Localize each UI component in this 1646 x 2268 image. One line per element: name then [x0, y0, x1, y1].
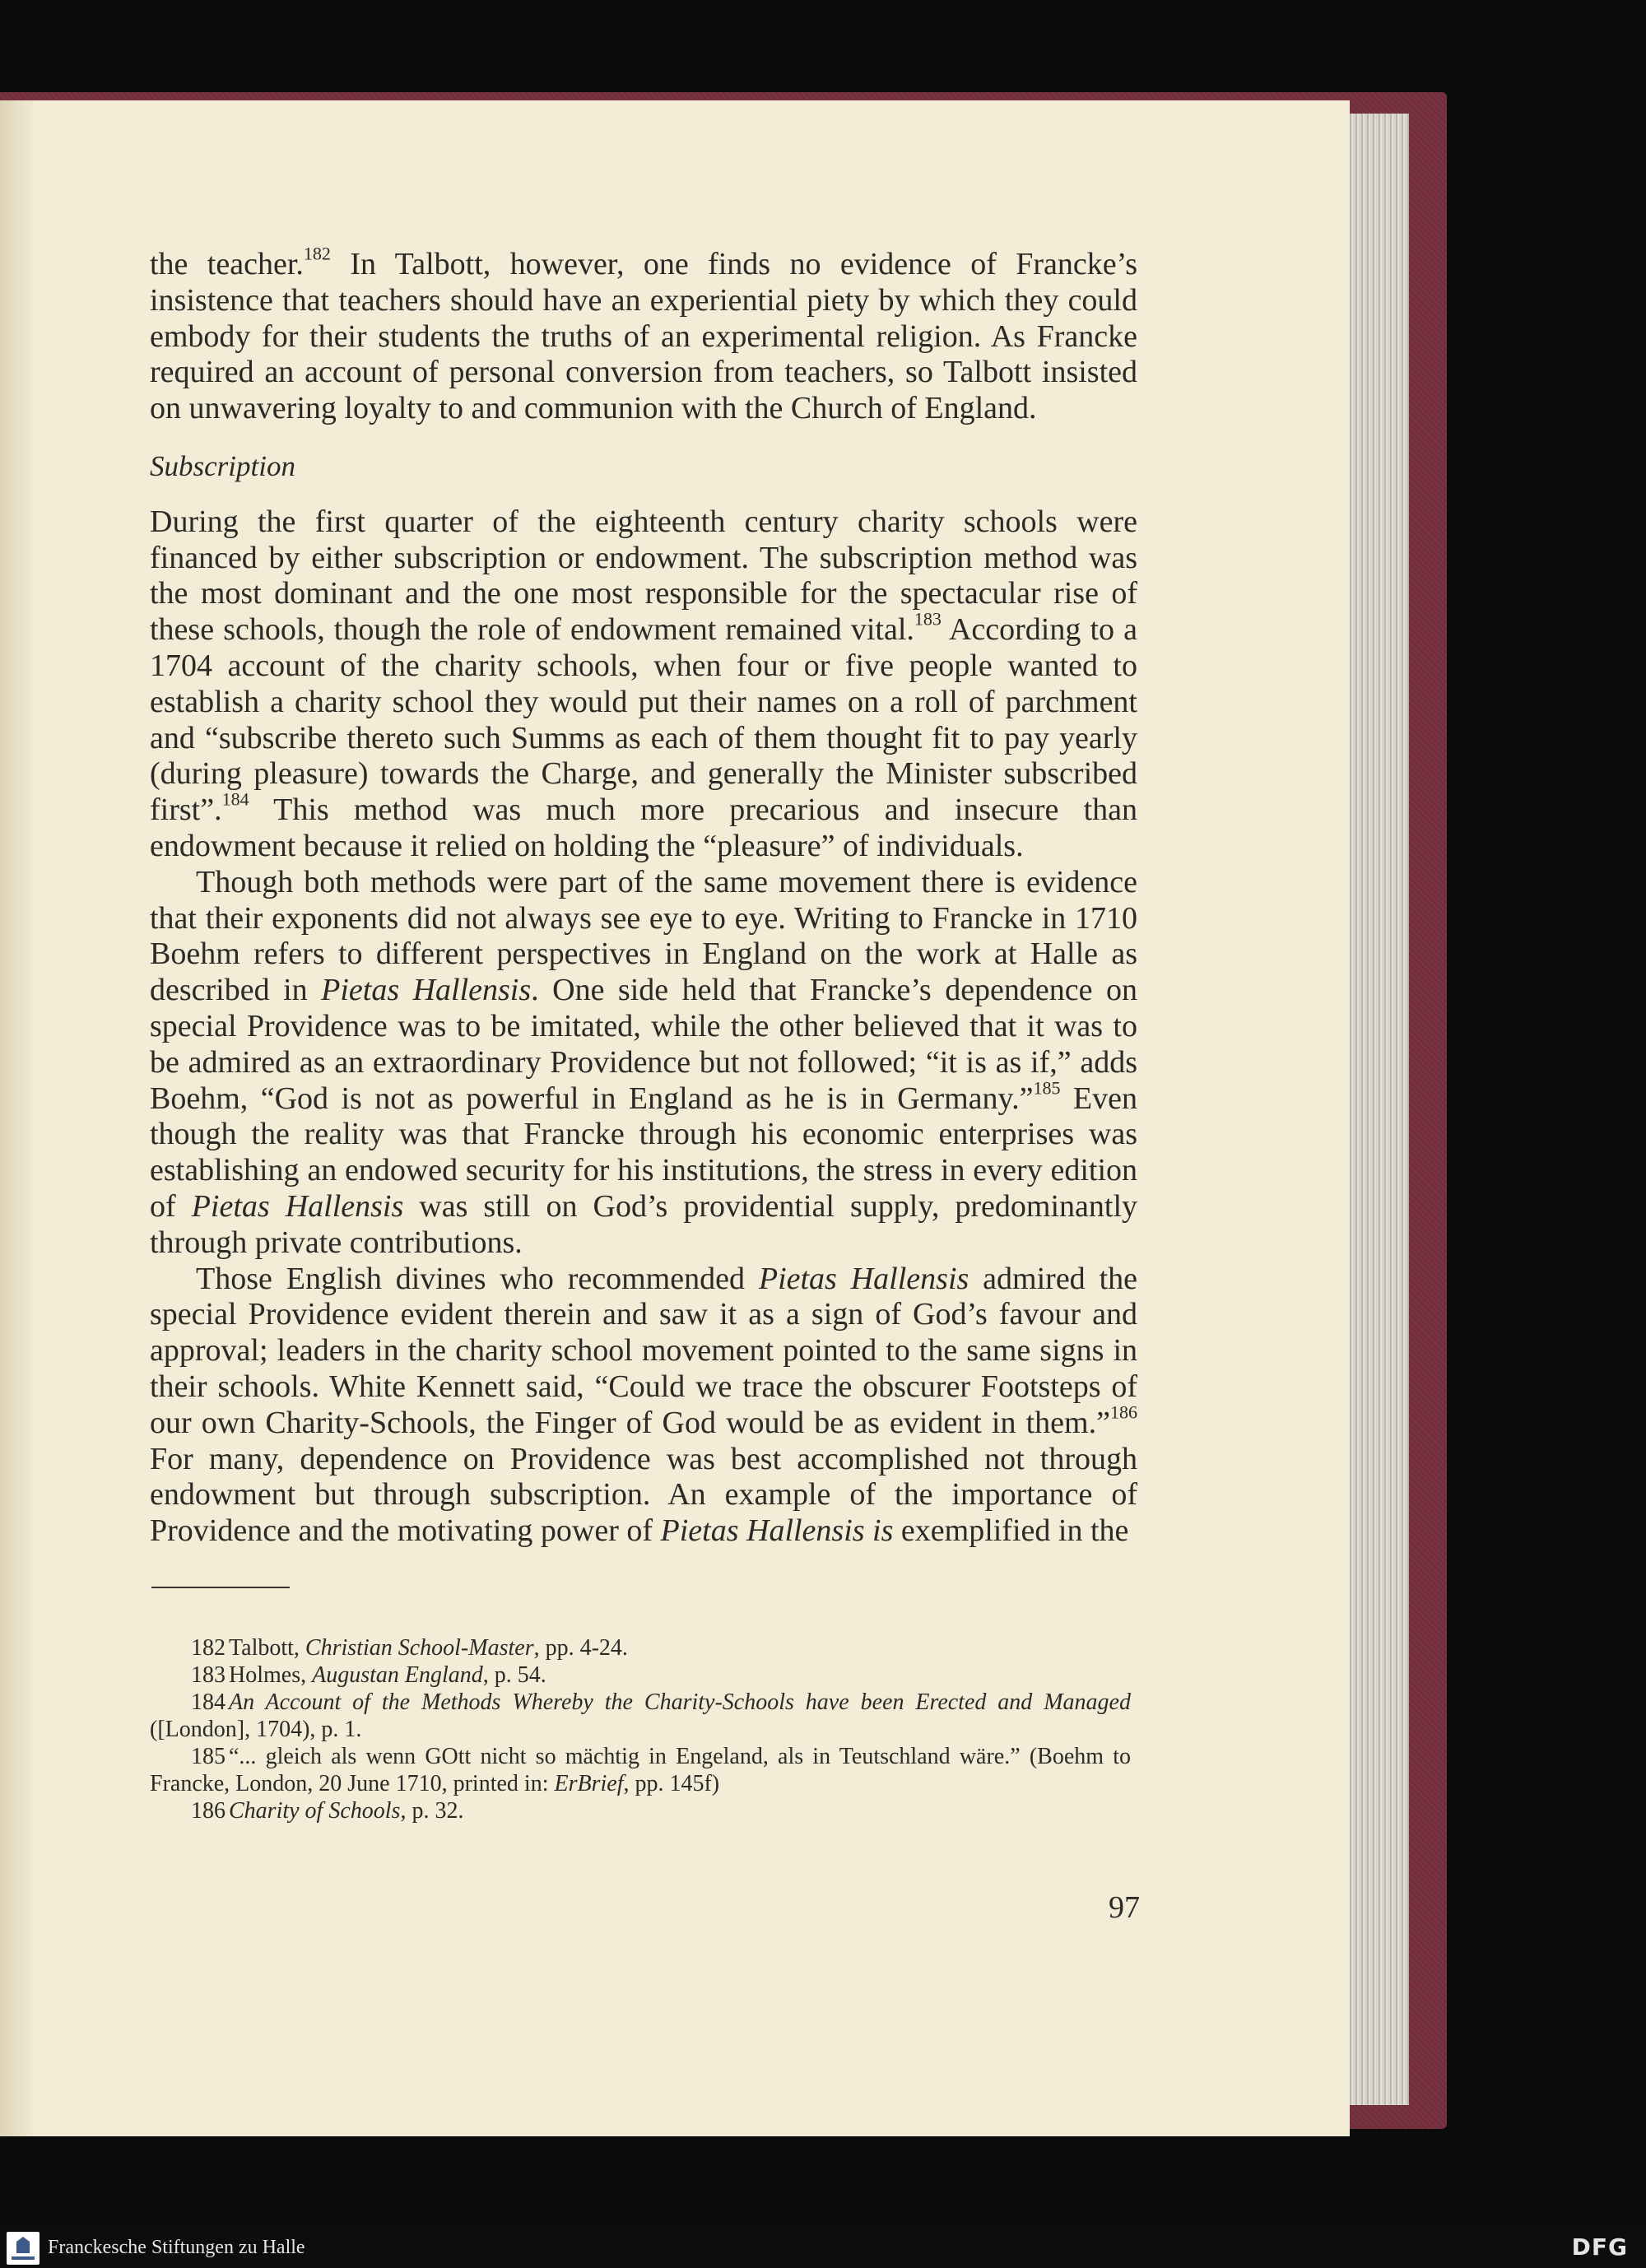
text-run: “... gleich als wenn GOtt nicht so mächtig in Engeland, als in Teutschland wäre.” (Boehm to Francke, London, 20 June 1710, printed in: [150, 1744, 1131, 1796]
footnote-number: 186 [191, 1798, 226, 1824]
text-run: Holmes, [229, 1662, 313, 1688]
page-edges [1341, 114, 1409, 2105]
footnote [150, 1689, 1131, 1743]
text-run: admired the special Providence evident therein and saw it as a sign of God’s favour and approval; leaders in the charity school movement pointed to the same signs in their schools. White Kennett said, “Could we trace the obscurer Footsteps of our own Charity-Schools, the Finger of God would be as evident in them.” [150, 1261, 1137, 1440]
text-run: . One side held that Francke’s dependence on special Providence was to be imitated, while the other believed that it was to be admired as an extraordinary Providence but not followed; “it is as if,” adds Boehm, “God is not as powerful in England as he is in Germany.” [150, 973, 1138, 1116]
text-run: During the first quarter of the eighteenth century charity schools were financed by either subscription or endowment. The subscription method was the most dominant and the one most responsible for the spectacular rise of these schools, though the role of endowment remained vital. [150, 504, 1137, 648]
text-run: , p. 32. [400, 1798, 464, 1824]
footnote [150, 1634, 1131, 1661]
text-run: , pp. 145f) [623, 1771, 720, 1796]
text-run: This method was much more precarious and insecure than endowment because it relied on holding the “pleasure” of individuals. [150, 792, 1137, 863]
italic-text: Augustan England [312, 1662, 483, 1688]
footnote-number: 183 [191, 1662, 226, 1688]
text-run: Talbott, [229, 1635, 305, 1661]
institution-name: Franckesche Stiftungen zu Halle [48, 2237, 305, 2258]
footnote-reference: 183 [914, 608, 942, 630]
italic-text: Pietas Hallensis [321, 973, 532, 1008]
italic-text: Pietas Hallensis is [660, 1513, 894, 1549]
text-run: According to a 1704 account of the charity schools, when four or five people wanted to establish a charity school they would put their names on a roll of parchment and “subscribe thereto such Summs as each of them thought fit to pay yearly (during pleasure) towards the Charge, and generally the Minister subscribed first”. [150, 612, 1137, 828]
text-run: Though both methods were part of the same movement there is evidence that their exponents did not always see eye to eye. Writing to Francke in 1710 Boehm refers to different perspectives in England on the work at Halle as described in [150, 864, 1137, 1008]
paragraph [150, 243, 1137, 427]
paragraph [150, 865, 1137, 1262]
italic-text: Pietas Hallensis [758, 1261, 969, 1296]
footnote-number: 182 [191, 1635, 226, 1661]
text-run: Those English divines who recommended [196, 1261, 759, 1296]
text-run: For many, dependence on Providence was best accomplished not through endowment but through subscription. An example of the importance of Providence and the motivating power of [150, 1441, 1137, 1549]
body-text [150, 243, 1138, 1550]
paragraph [150, 504, 1137, 865]
footnote-reference: 182 [303, 243, 331, 264]
footnote [150, 1661, 1131, 1689]
footnote-rule [151, 1587, 290, 1588]
page-number: 97 [1109, 1890, 1140, 1925]
paragraph [150, 1262, 1137, 1550]
text-run: In Talbott, however, one finds no evidence of Francke’s insistence that teachers should have an experiential piety by which they could embody for their students the truths of an experimental religion. As Francke required an account of personal conversion from teachers, so Talbott insisted on unwavering loyalty to and communion with the Church of England. [150, 247, 1137, 426]
footnote [150, 1743, 1131, 1797]
text-run: ([London], 1704), p. 1. [150, 1717, 362, 1742]
section-heading [150, 448, 1137, 485]
text-run: was still on God’s providential supply, predominantly through private contributions. [150, 1188, 1137, 1260]
footnote [150, 1797, 1131, 1824]
text-run: the teacher. [150, 247, 304, 281]
institution-logo-icon [7, 2232, 40, 2265]
dfg-logo: DFG [1571, 2233, 1628, 2261]
text-run: , p. 54. [482, 1662, 546, 1688]
footnote-reference: 186 [1109, 1401, 1137, 1423]
footnotes [150, 1634, 1131, 1824]
footnote-number: 184 [191, 1689, 226, 1715]
text-run: , pp. 4-24. [533, 1635, 628, 1661]
italic-text: ErBrief [554, 1771, 624, 1796]
italic-text: Christian School-Master [305, 1635, 534, 1661]
italic-text: An Account of the Methods Whereby the Charity-Schools have been Erected and Managed [229, 1689, 1131, 1715]
footnote-reference: 185 [1033, 1076, 1061, 1098]
italic-text: Subscription [150, 449, 295, 482]
footnote-number: 185 [191, 1744, 226, 1769]
text-run: Even though the reality was that Francke through his economic enterprises was establishing an endowed security for his institutions, the stress in every edition of [150, 1081, 1137, 1224]
italic-text: Charity of Schools [229, 1798, 401, 1824]
footnote-reference: 184 [221, 788, 249, 810]
page-gutter [0, 100, 36, 2136]
italic-text: Pietas Hallensis [191, 1188, 404, 1224]
text-run: exemplified in the [893, 1513, 1129, 1549]
